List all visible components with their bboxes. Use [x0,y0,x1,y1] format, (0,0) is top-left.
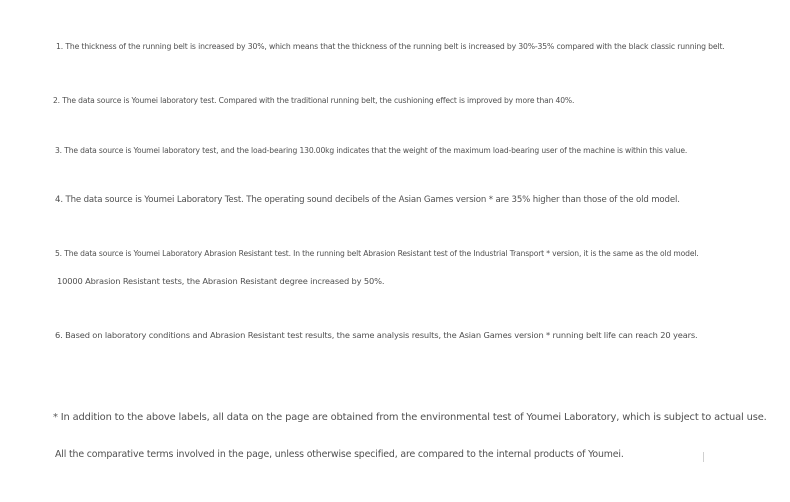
text-cursor-mark [703,452,704,462]
note-5: 5. The data source is Youmei Laboratory Abrasion Resistant test. In the running belt Abrasion Resistant test of the Industrial Transport * version, it is the same as the old model. [55,249,699,258]
note-1: 1. The thickness of the running belt is increased by 30%, which means that the thickness of the running belt is increased by 30%-35% compared with the black classic running belt. [56,42,725,51]
note-3: 3. The data source is Youmei laboratory test, and the load-bearing 130.00kg indicates that the weight of the maximum load-bearing user of the machine is within this value. [55,146,688,155]
note-5-continued: 10000 Abrasion Resistant tests, the Abrasion Resistant degree increased by 50%. [57,276,385,286]
note-4: 4. The data source is Youmei Laboratory Test. The operating sound decibels of the Asian Games version * are 35% higher than those of the old model. [55,195,680,205]
note-6: 6. Based on laboratory conditions and Abrasion Resistant test results, the same analysis results, the Asian Games version * running belt life can reach 20 years. [55,330,698,340]
footer-line-1: * In addition to the above labels, all data on the page are obtained from the environmental test of Youmei Laboratory, which is subject to actual use. [53,412,767,423]
footer-line-2: All the comparative terms involved in the page, unless otherwise specified, are compared to the internal products of Youmei. [55,449,624,460]
note-2: 2. The data source is Youmei laboratory test. Compared with the traditional running belt, the cushioning effect is improved by more than 40%. [53,96,575,105]
